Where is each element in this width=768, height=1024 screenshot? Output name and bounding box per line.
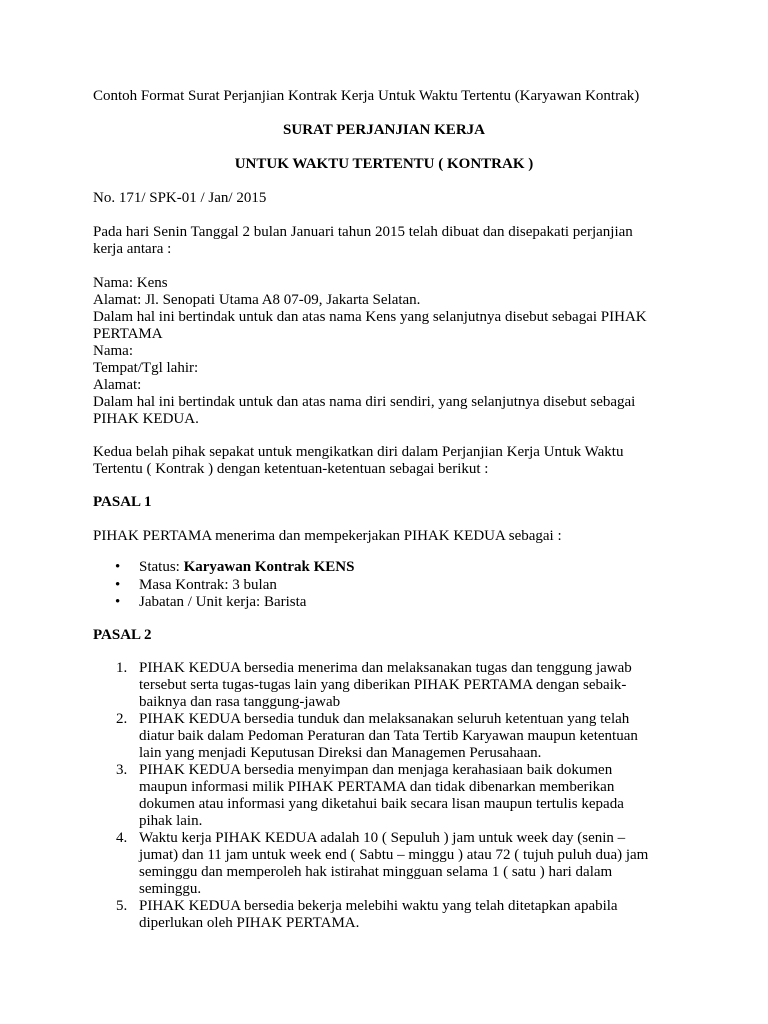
document-title: SURAT PERJANJIAN KERJA <box>283 122 485 138</box>
list-item-line: PIHAK KEDUA bersedia tunduk dan melaksanakan seluruh ketentuan yang telah <box>139 711 630 727</box>
document-heading: Contoh Format Surat Perjanjian Kontrak Kerja Untuk Waktu Tertentu (Karyawan Kontrak) <box>93 88 640 104</box>
list-item-line: tersebut serta tugas-tugas lain yang diberikan PIHAK PERTAMA dengan sebaik- <box>139 677 627 693</box>
document-number: No. 171/ SPK-01 / Jan/ 2015 <box>93 190 267 206</box>
list-item-number: 1. <box>116 660 128 676</box>
list-item-number: 5. <box>116 898 128 914</box>
list-item-line: dokumen atau informasi yang diketahui baik secara lisan maupun tertulis kepada <box>139 796 624 812</box>
list-item-line: PIHAK KEDUA bersedia bekerja melebihi waktu yang telah ditetapkan apabila <box>139 898 618 914</box>
list-item-line: jumat) dan 11 jam untuk week end ( Sabtu – minggu ) atau 72 ( tujuh puluh dua) jam <box>139 847 649 863</box>
party2-role-line-1: Dalam hal ini bertindak untuk dan atas nama diri sendiri, yang selanjutnya disebut sebagai <box>93 394 636 410</box>
list-item-line: PIHAK KEDUA bersedia menyimpan dan menjaga kerahasiaan baik dokumen <box>139 762 613 778</box>
list-item-line: PIHAK KEDUA bersedia menerima dan melaksanakan tugas dan tenggung jawab <box>139 660 632 676</box>
pasal1-text: PIHAK PERTAMA menerima dan mempekerjakan PIHAK KEDUA sebagai : <box>93 528 562 544</box>
agreement-line-1: Kedua belah pihak sepakat untuk mengikatkan diri dalam Perjanjian Kerja Untuk Waktu <box>93 444 624 460</box>
list-item <box>93 898 648 932</box>
list-item-label: Masa Kontrak: 3 bulan <box>139 576 277 593</box>
list-item-label: Jabatan / Unit kerja: Barista <box>139 594 307 610</box>
party2-address: Alamat: <box>93 377 142 393</box>
list-item-line: seminggu. <box>139 881 202 897</box>
list-item <box>93 660 648 711</box>
party2-birth: Tempat/Tgl lahir: <box>93 360 199 376</box>
pasal1-title: PASAL 1 <box>93 494 152 510</box>
pasal1-list <box>93 559 354 612</box>
list-item-line: maupun informasi milik PIHAK PERTAMA dan tidak dibenarkan memberikan <box>139 779 615 795</box>
list-item-number: 3. <box>116 762 128 778</box>
intro-line-2: kerja antara : <box>93 241 172 257</box>
intro-line-1: Pada hari Senin Tanggal 2 bulan Januari tahun 2015 telah dibuat dan disepakati perjanjian <box>93 224 633 240</box>
party1-role-line-1: Dalam hal ini bertindak untuk dan atas nama Kens yang selanjutnya disebut sebagai PIHAK <box>93 309 647 325</box>
list-item-line: Waktu kerja PIHAK KEDUA adalah 10 ( Sepuluh ) jam untuk week day (senin – <box>139 830 626 846</box>
bullet-icon: • <box>115 594 121 610</box>
list-item <box>93 559 354 577</box>
party1-address: Alamat: Jl. Senopati Utama A8 07-09, Jakarta Selatan. <box>93 292 421 308</box>
list-item-line: diperlukan oleh PIHAK PERTAMA. <box>139 915 360 931</box>
party2-name: Nama: <box>93 343 133 359</box>
party2-role-line-2: PIHAK KEDUA. <box>93 411 199 427</box>
list-item-line: diatur baik dalam Pedoman Peraturan dan Tata Tertib Karyawan maupun ketentuan <box>139 728 638 744</box>
list-item-number: 2. <box>116 711 128 727</box>
bullet-icon: • <box>115 559 121 575</box>
list-item <box>93 762 648 830</box>
party1-role-line-2: PERTAMA <box>93 326 163 342</box>
list-item-value: Karyawan Kontrak KENS <box>183 559 355 575</box>
list-item-line: pihak lain. <box>139 813 203 829</box>
agreement-line-2: Tertentu ( Kontrak ) dengan ketentuan-ketentuan sebagai berikut : <box>93 461 489 477</box>
list-item <box>93 577 354 595</box>
list-item-line: seminggu dan memperoleh hak istirahat mingguan selama 1 ( satu ) hari dalam <box>139 864 613 880</box>
list-item <box>93 594 354 612</box>
pasal2-title: PASAL 2 <box>93 627 152 643</box>
party1-name: Nama: Kens <box>93 275 168 291</box>
list-item-label: Status: <box>139 559 184 575</box>
list-item-number: 4. <box>116 830 128 846</box>
document-subtitle: UNTUK WAKTU TERTENTU ( KONTRAK ) <box>234 156 534 172</box>
list-item-line: baiknya dan rasa tanggung-jawab <box>139 694 341 710</box>
list-item-line: lain yang menjadi Keputusan Direksi dan Managemen Perusahaan. <box>139 745 542 761</box>
bullet-icon: • <box>115 576 121 593</box>
list-item <box>93 830 648 898</box>
list-item <box>93 711 648 762</box>
pasal2-list <box>93 660 648 932</box>
